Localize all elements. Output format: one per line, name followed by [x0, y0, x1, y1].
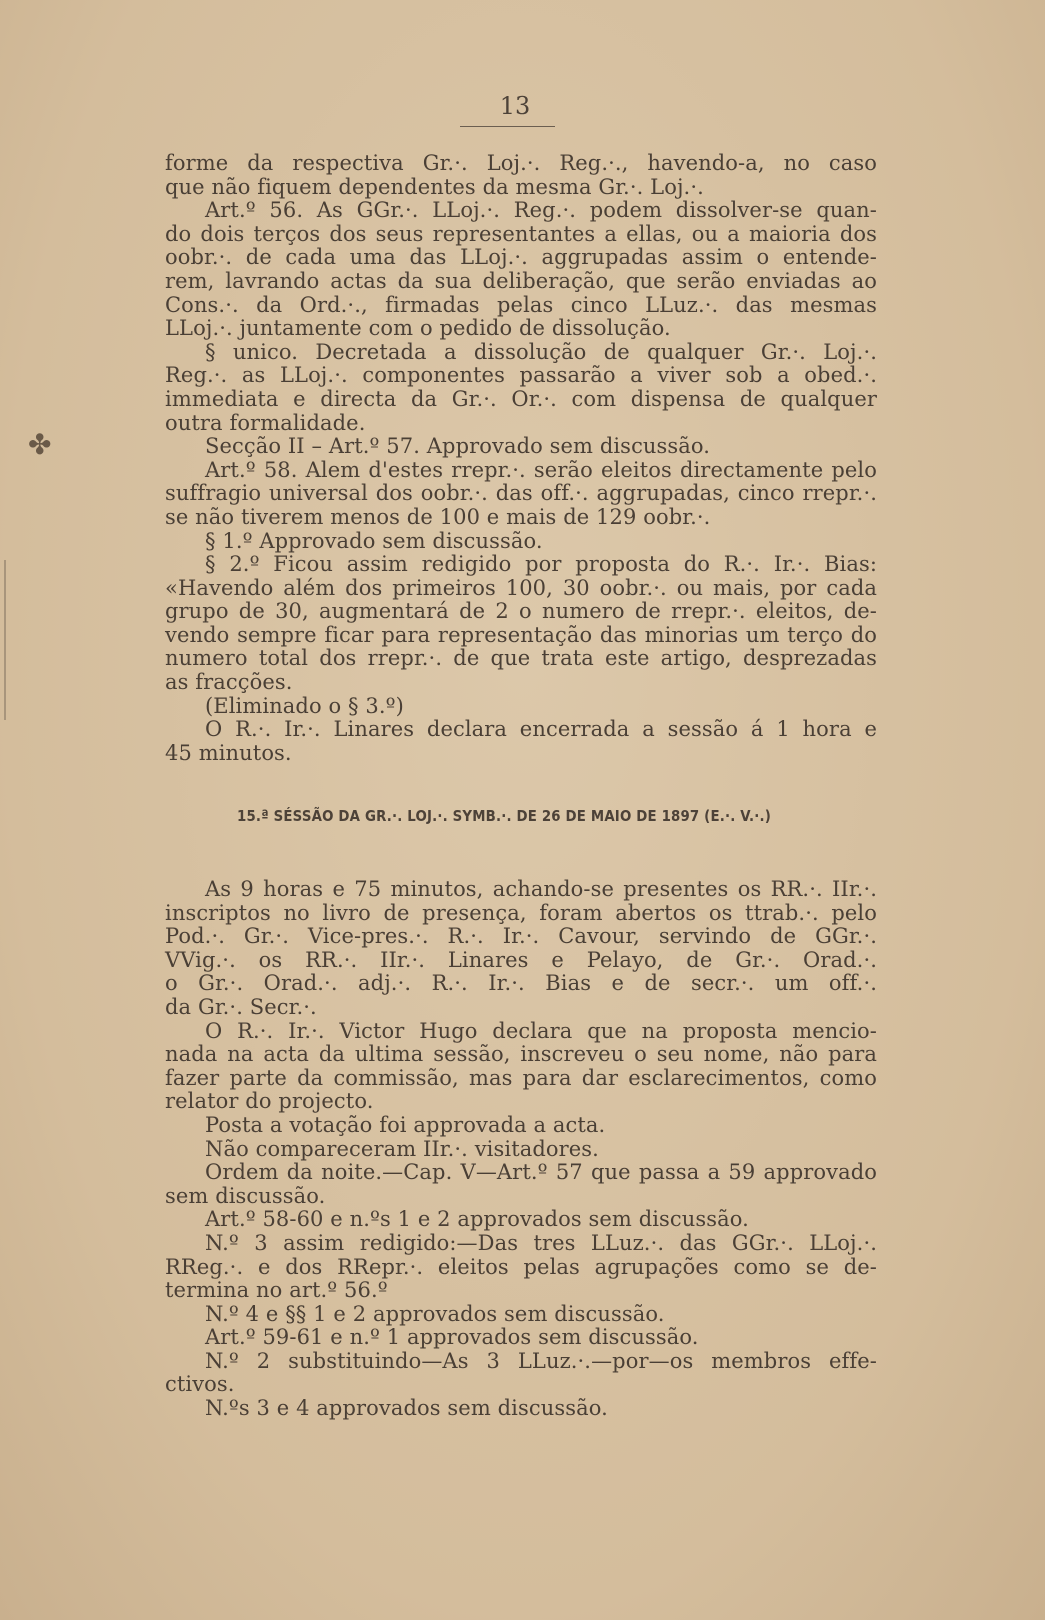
- session-14-closing-text: [165, 152, 877, 765]
- text-line: o Gr.·. Orad.·. adj.·. R.·. Ir.·. Bias e de secr.·. um off.·.: [165, 971, 877, 996]
- text-line: forme da respectiva Gr.·. Loj.·. Reg.·., havendo-a, no caso: [165, 151, 877, 175]
- text-line: Art.º 59-61 e n.º 1 approvados sem discussão.: [205, 1325, 699, 1350]
- text-line: O R.·. Ir.·. Linares declara encerrada a sessão á 1 hora e: [205, 717, 877, 742]
- text-line: Art.º 56. As GGr.·. LLoj.·. Reg.·. podem dissolver-se quan-: [205, 198, 877, 223]
- text-line: oobr.·. de cada uma das LLoj.·. aggrupadas assim o entende-: [165, 245, 877, 270]
- text-line: numero total dos rrepr.·. de que trata este artigo, desprezadas: [165, 646, 877, 671]
- text-line: do dois terços dos seus representantes a ellas, ou a maioria dos: [165, 221, 877, 246]
- text-line: outra formalidade.: [165, 410, 366, 435]
- text-line: Não compareceram IIr.·. visitadores.: [205, 1136, 599, 1161]
- text-line: vendo sempre ficar para representação das minorias um terço do: [165, 622, 877, 647]
- text-line: 45 minutos.: [165, 740, 292, 765]
- text-line: As 9 horas e 75 minutos, achando-se presentes os RR.·. IIr.·.: [205, 877, 877, 901]
- text-line: immediata e directa da Gr.·. Or.·. com dispensa de qualquer: [165, 386, 877, 411]
- text-line: VVig.·. os RR.·. IIr.·. Linares e Pelayo, de Gr.·. Orad.·.: [165, 947, 877, 972]
- text-line: Art.º 58-60 e n.ºs 1 e 2 approvados sem discussão.: [205, 1207, 749, 1232]
- text-line: Posta a votação foi approvada a acta.: [205, 1112, 606, 1137]
- text-line: nada na acta da ultima sessão, inscreveu o seu nome, não para: [165, 1042, 877, 1067]
- text-line: § unico. Decretada a dissolução de qualquer Gr.·. Loj.·.: [205, 339, 877, 364]
- text-line: § 1.º Approvado sem discussão.: [205, 528, 543, 553]
- text-line: termina no art.º 56.º: [165, 1278, 388, 1303]
- text-line: as fracções.: [165, 670, 293, 695]
- text-line: ctivos.: [165, 1372, 235, 1397]
- session-heading: 15.ª SÉSSÃO DA GR.·. LOJ.·. SYMB.·. DE 26 DE MAIO DE 1897 (E.·. V.·.): [237, 807, 771, 825]
- text-line: N.º 2 substituindo—As 3 LLuz.·.—por—os membros effe-: [205, 1348, 877, 1373]
- page-number: 13: [499, 92, 531, 120]
- text-line: da Gr.·. Secr.·.: [165, 994, 317, 1019]
- page-number-rule: [460, 126, 555, 127]
- text-line: N.º 4 e §§ 1 e 2 approvados sem discussão.: [205, 1301, 665, 1326]
- text-line: inscriptos no livro de presença, foram abertos os ttrab.·. pelo: [165, 900, 877, 925]
- text-line: Reg.·. as LLoj.·. componentes passarão a viver sob a obed.·.: [165, 363, 877, 388]
- text-line: grupo de 30, augmentará de 2 o numero de rrepr.·. eleitos, de-: [165, 599, 877, 624]
- text-line: Art.º 58. Alem d'estes rrepr.·. serão eleitos directamente pelo: [205, 457, 877, 482]
- page-edge-mark: [4, 560, 6, 720]
- margin-stain: ✤: [28, 428, 52, 461]
- text-line: LLoj.·. juntamente com o pedido de dissolução.: [165, 316, 671, 341]
- text-line: fazer parte da commissão, mas para dar esclarecimentos, como: [165, 1065, 877, 1090]
- text-line: Cons.·. da Ord.·., firmadas pelas cinco LLuz.·. das mesmas: [165, 292, 877, 317]
- text-line: (Eliminado o § 3.º): [205, 693, 404, 718]
- text-line: sem discussão.: [165, 1183, 326, 1208]
- text-line: «Havendo além dos primeiros 100, 30 oobr.·. ou mais, por cada: [165, 575, 877, 600]
- text-line: relator do projecto.: [165, 1089, 374, 1114]
- text-line: Pod.·. Gr.·. Vice-pres.·. R.·. Ir.·. Cavour, servindo de GGr.·.: [165, 924, 877, 949]
- text-line: rem, lavrando actas da sua deliberação, que serão enviadas ao: [165, 268, 877, 293]
- text-line: se não tiverem menos de 100 e mais de 129 oobr.·.: [165, 504, 711, 529]
- text-line: Secção II – Art.º 57. Approvado sem discussão.: [205, 434, 711, 459]
- text-line: Ordem da noite.—Cap. V—Art.º 57 que passa a 59 approvado: [205, 1160, 877, 1185]
- text-line: suffragio universal dos oobr.·. das off.·. aggrupadas, cinco rrepr.·.: [165, 481, 877, 506]
- text-line: RReg.·. e dos RRepr.·. eleitos pelas agrupações como se de-: [165, 1254, 877, 1279]
- text-line: que não fiquem dependentes da mesma Gr.·. Loj.·.: [165, 174, 704, 199]
- text-line: O R.·. Ir.·. Victor Hugo declara que na proposta mencio-: [205, 1018, 877, 1043]
- session-15-text: [165, 878, 877, 1421]
- text-line: N.ºs 3 e 4 approvados sem discussão.: [205, 1396, 608, 1421]
- text-line: § 2.º Ficou assim redigido por proposta do R.·. Ir.·. Bias:: [205, 552, 877, 577]
- text-line: N.º 3 assim redigido:—Das tres LLuz.·. das GGr.·. LLoj.·.: [205, 1230, 877, 1255]
